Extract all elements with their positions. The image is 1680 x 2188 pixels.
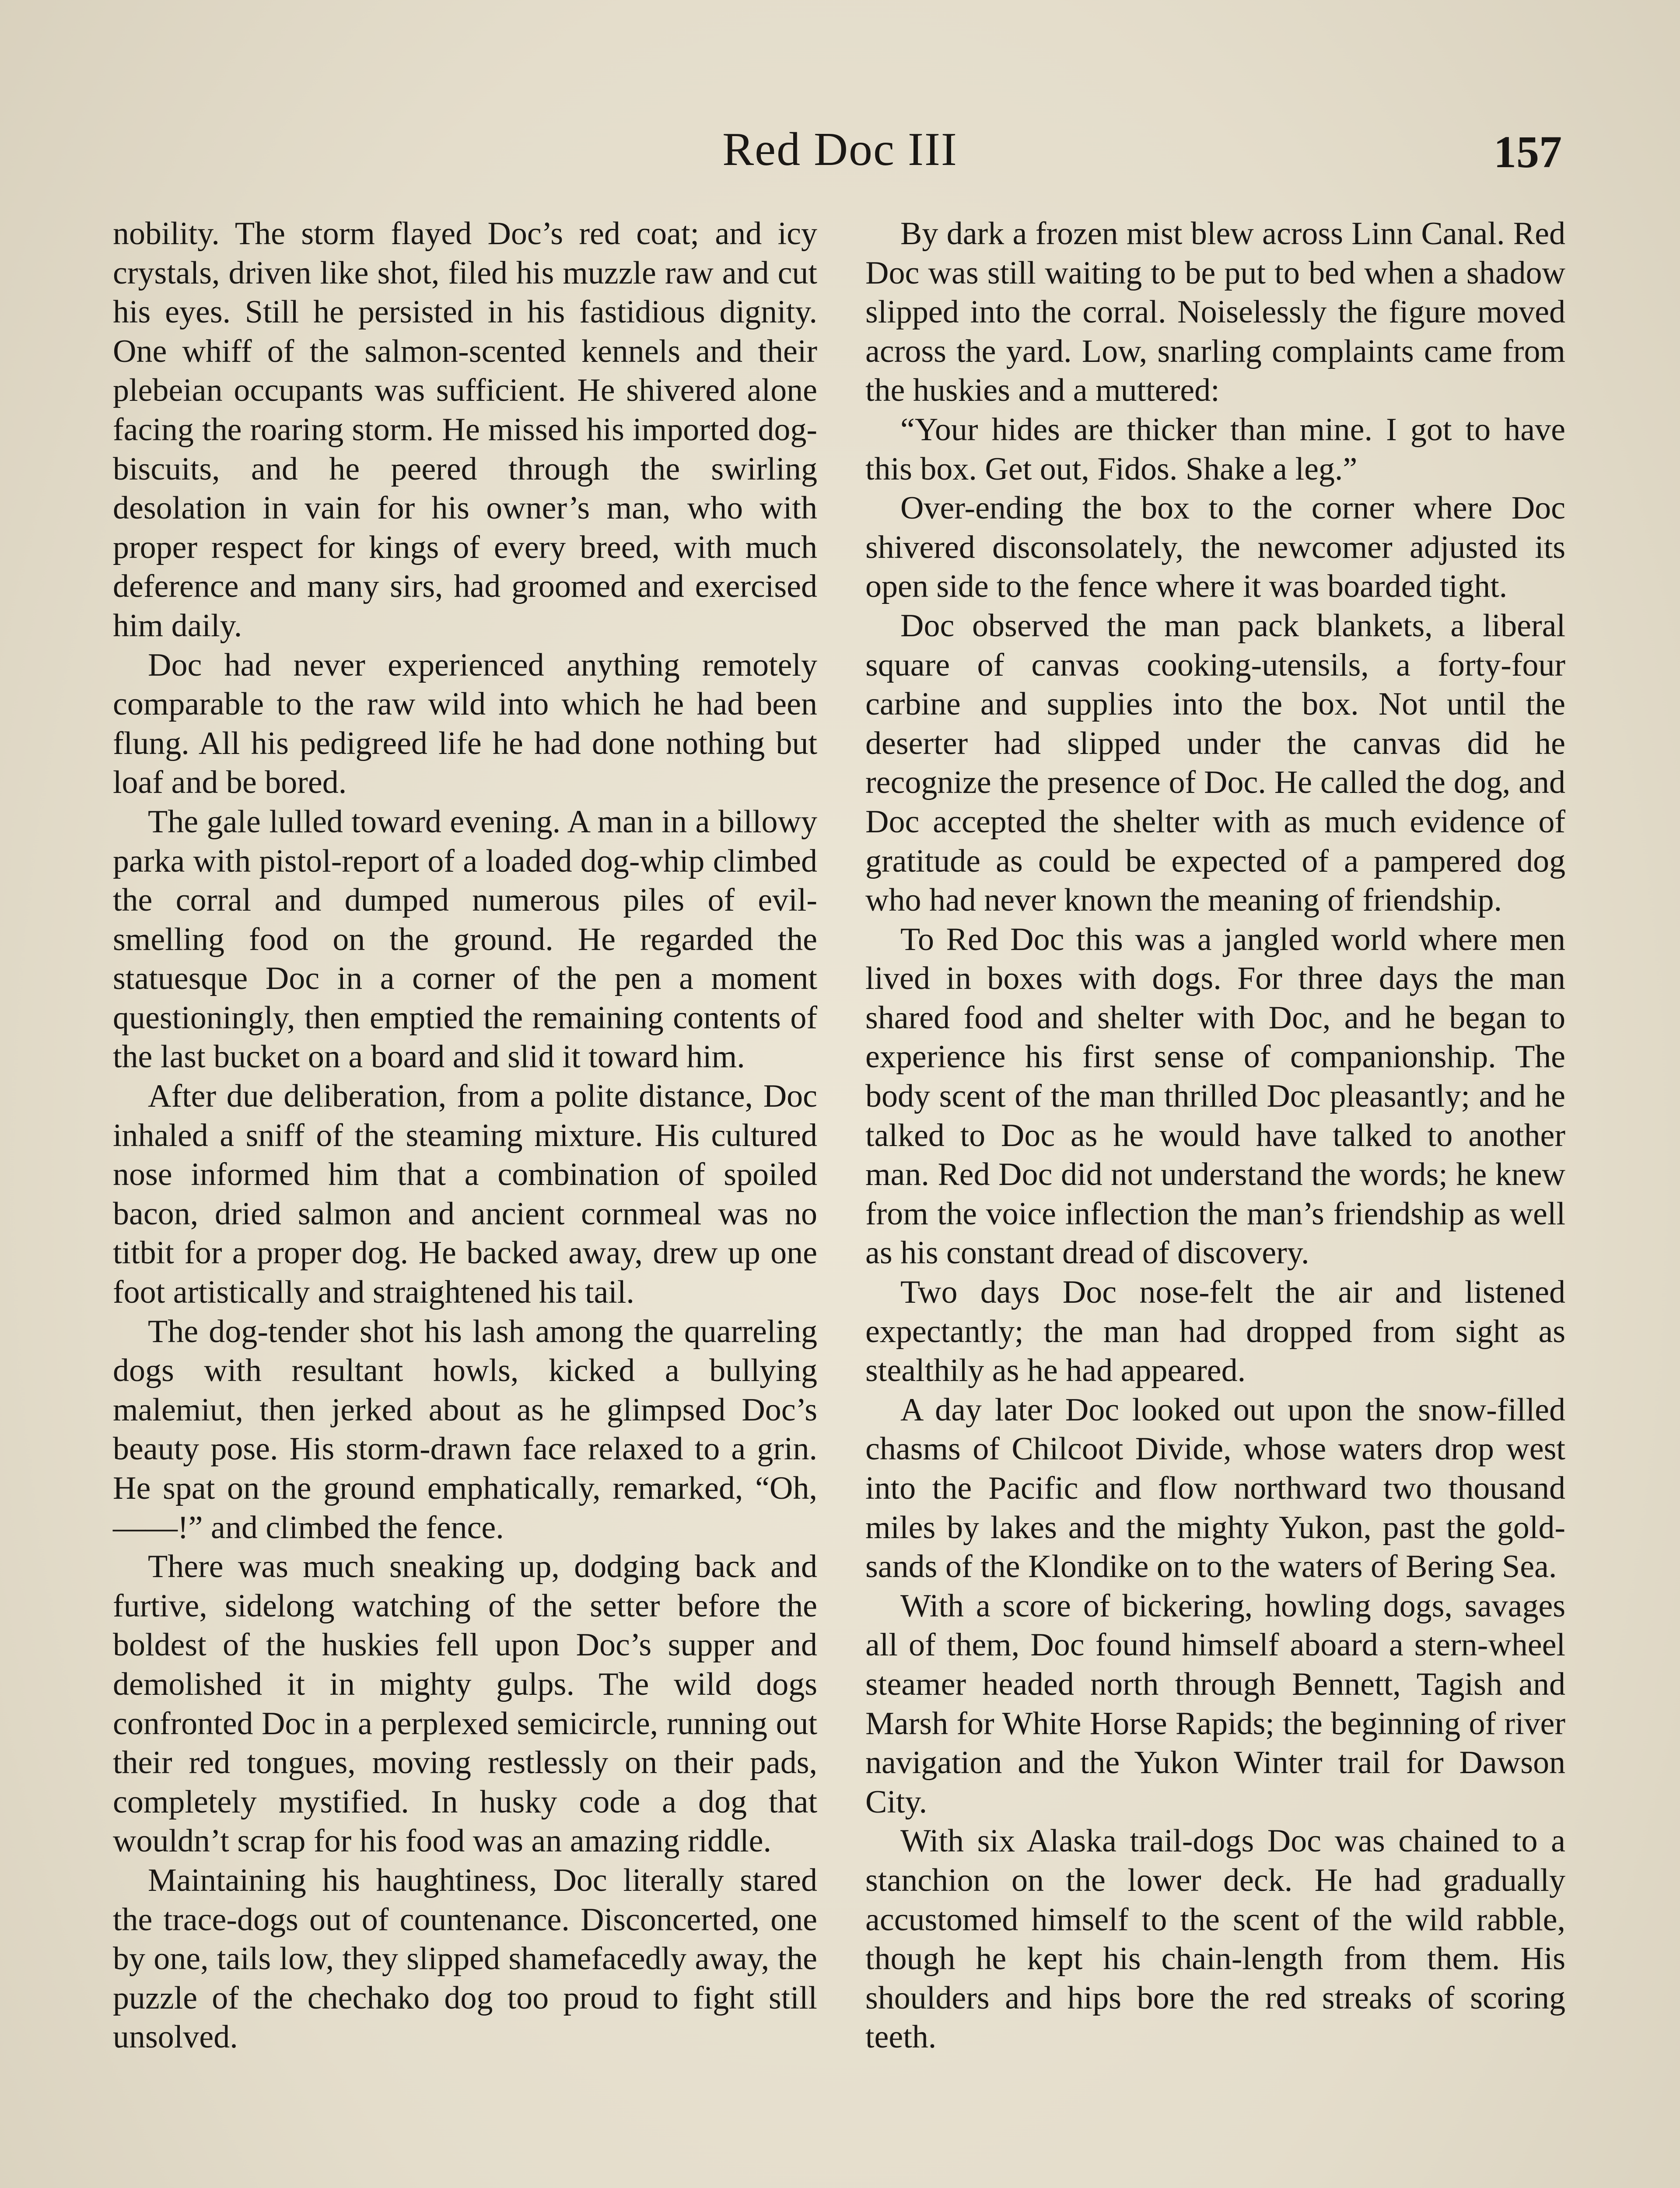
paragraph: After due deliberation, from a polite distance, Doc inhaled a sniff of the steaming mixture. His cultured nose informed him that a combination of spoiled bacon, dried salmon and ancient cornmeal was no titbit for a proper dog. He backed away, drew up one foot artistically and straightened his tail.	[113, 1078, 817, 1311]
paragraph: “Your hides are thicker than mine. I got to have this box. Get out, Fidos. Shake a leg.”	[865, 411, 1565, 487]
paragraph: Two days Doc nose-felt the air and listened expectantly; the man had dropped from sight as stealthily as he had appeared.	[865, 1274, 1565, 1389]
paragraph: Doc observed the man pack blankets, a liberal square of canvas cooking-utensils, a forty-four carbine and supplies into the box. Not until the deserter had slipped under the canvas did he recognize the presence of Doc. He called the dog, and Doc accepted the shelter with as much evidence of gratitude as could be expected of a pampered dog who had never known the meaning of friendship.	[865, 607, 1565, 919]
running-title: Red Doc III	[722, 123, 958, 175]
paragraph: Over-ending the box to the corner where Doc shivered disconsolately, the newcomer adjusted its open side to the fence where it was boarded tight.	[865, 490, 1565, 605]
page-header	[0, 114, 1680, 184]
right-column	[865, 214, 1565, 2057]
paragraph: A day later Doc looked out upon the snow-filled chasms of Chilcoot Divide, whose waters drop west into the Pacific and flow northward two thousand miles by lakes and the mighty Yukon, past the gold-sands of the Klondike on to the waters of Bering Sea.	[865, 1392, 1565, 1585]
paragraph: nobility. The storm flayed Doc’s red coat; and icy crystals, driven like shot, filed his muzzle raw and cut his eyes. Still he persisted in his fastidious dignity. One whiff of the salmon-scented kennels and their plebeian occupants was sufficient. He shivered alone facing the roaring storm. He missed his imported dog-biscuits, and he peered through the swirling desolation in vain for his owner’s man, who with proper respect for kings of every breed, with much deference and many sirs, had groomed and exercised him daily.	[113, 216, 817, 644]
left-column	[113, 214, 817, 2057]
paragraph: With six Alaska trail-dogs Doc was chained to a stanchion on the lower deck. He had gradually accustomed himself to the scent of the wild rabble, though he kept his chain-length from them. His shoulders and hips bore the red streaks of scoring teeth.	[865, 1823, 1565, 2055]
paragraph: There was much sneaking up, dodging back and furtive, sidelong watching of the setter before the boldest of the huskies fell upon Doc’s supper and demolished it in mighty gulps. The wild dogs confronted Doc in a perplexed semicircle, running out their red tongues, moving restlessly on their pads, completely mystified. In husky code a dog that wouldn’t scrap for his food was an amazing riddle.	[113, 1549, 817, 1859]
page-number: 157	[1494, 127, 1562, 177]
paragraph: The gale lulled toward evening. A man in a billowy parka with pistol-report of a loaded dog-whip climbed the corral and dumped numerous piles of evil-smelling food on the ground. He regarded the statuesque Doc in a corner of the pen a moment questioningly, then emptied the remaining contents of the last bucket on a board and slid it toward him.	[113, 803, 817, 1075]
paragraph: By dark a frozen mist blew across Linn Canal. Red Doc was still waiting to be put to bed when a shadow slipped into the corral. Noiselessly the figure moved across the yard. Low, snarling complaints came from the huskies and a muttered:	[865, 216, 1565, 409]
paragraph: To Red Doc this was a jangled world where men lived in boxes with dogs. For three days the man shared food and shelter with Doc, and he began to experience his first sense of companionship. The body scent of the man thrilled Doc pleasantly; and he talked to Doc as he would have talked to another man. Red Doc did not understand the words; he knew from the voice inflection the man’s friendship as well as his constant dread of discovery.	[865, 921, 1565, 1271]
paragraph: The dog-tender shot his lash among the quarreling dogs with resultant howls, kicked a bullying malemiut, then jerked about as he glimpsed Doc’s beauty pose. His storm-drawn face relaxed to a grin. He spat on the ground emphatically, remarked, “Oh, ——!” and climbed the fence.	[113, 1313, 817, 1546]
paragraph: Maintaining his haughtiness, Doc literally stared the trace-dogs out of countenance. Disconcerted, one by one, tails low, they slipped shamefacedly away, the puzzle of the chechako dog too proud to fight still unsolved.	[113, 1862, 817, 2055]
paragraph: With a score of bickering, howling dogs, savages all of them, Doc found himself aboard a stern-wheel steamer headed north through Bennett, Tagish and Marsh for White Horse Rapids; the beginning of river navigation and the Yukon Winter trail for Dawson City.	[865, 1588, 1565, 1820]
paragraph: Doc had never experienced anything remotely comparable to the raw wild into which he had been flung. All his pedigreed life he had done nothing but loaf and be bored.	[113, 647, 817, 801]
